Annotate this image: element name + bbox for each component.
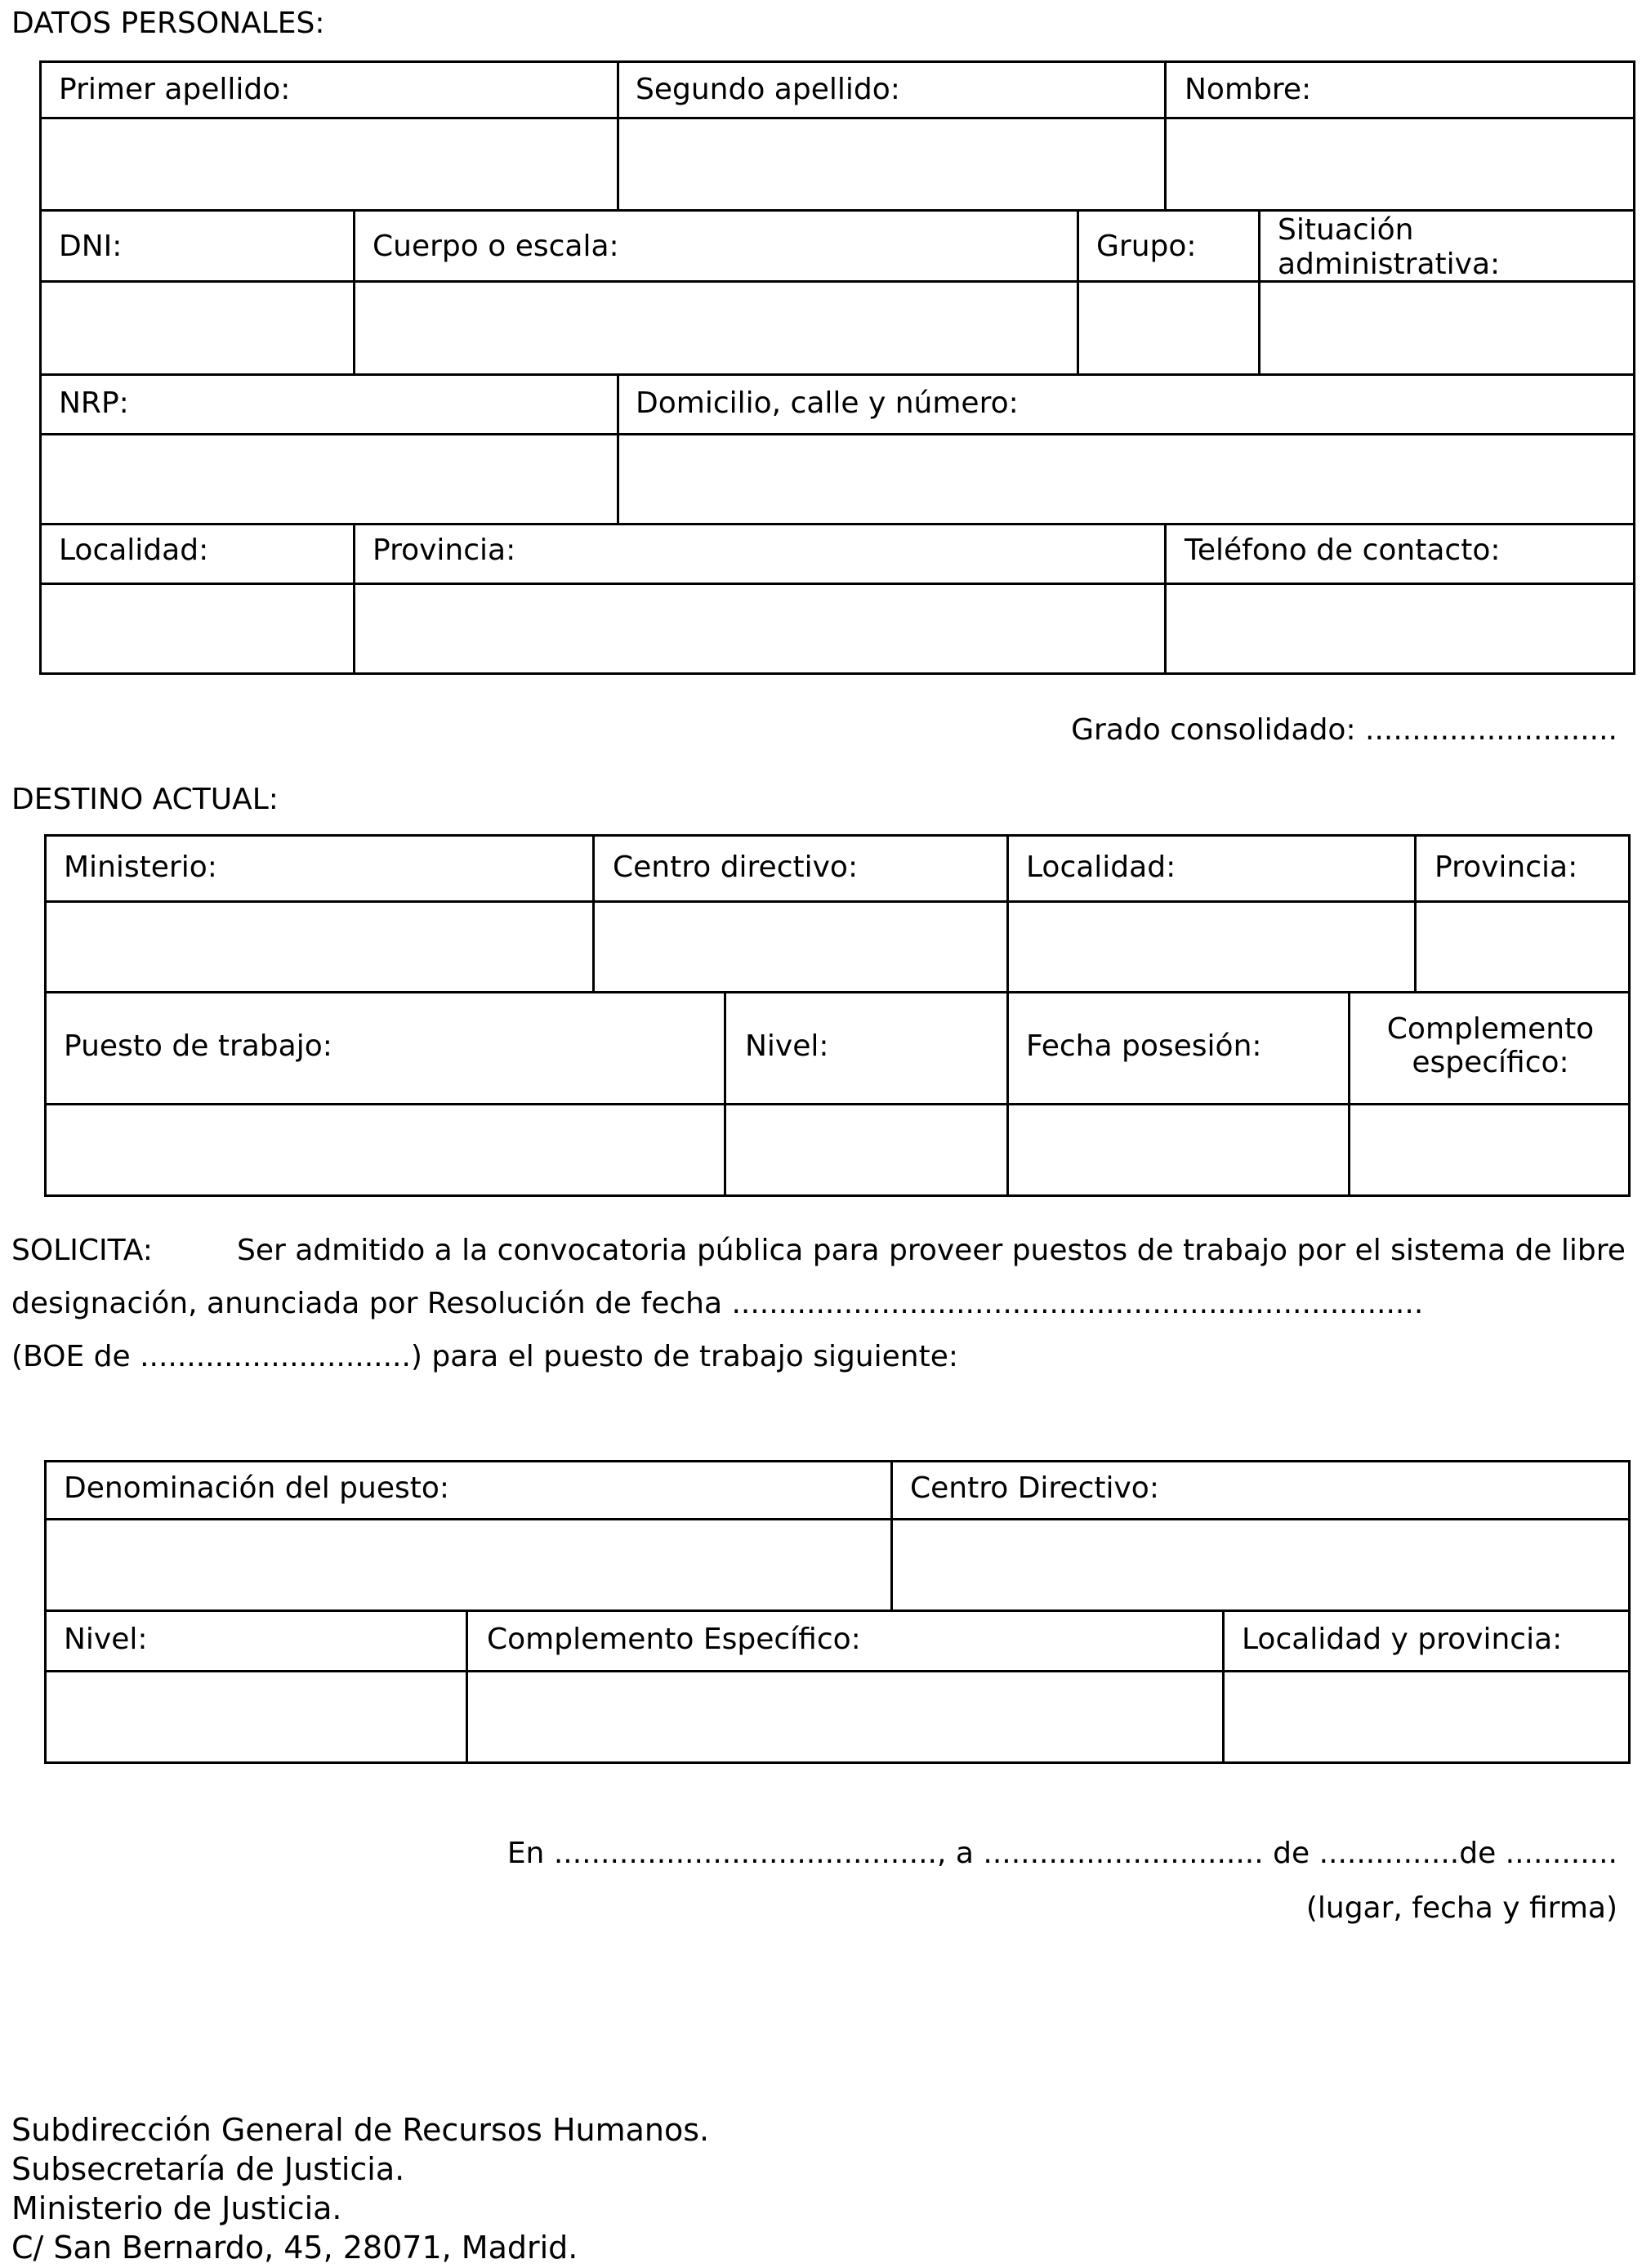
label-localidad: Localidad: [1026, 850, 1176, 884]
label-cuerpo-escala: Cuerpo o escala: [373, 230, 619, 263]
label-primer-apellido: Primer apellido: [59, 73, 291, 106]
label-segundo-apellido: Segundo apellido: [636, 73, 900, 106]
label-situacion-1: Situación [1278, 213, 1414, 247]
destinatario-line2: Subsecretaría de Justicia. [11, 2151, 405, 2187]
firma-note: (lugar, fecha y firma) [1305, 1891, 1617, 1925]
destinatario-line4: C/ San Bernardo, 45, 28071, Madrid. [11, 2230, 578, 2266]
table-border [44, 1460, 1631, 1764]
label-situacion-2: administrativa: [1278, 248, 1501, 281]
solicita-label: SOLICITA: [11, 1234, 153, 1267]
label-centro-directivo-solicitado: Centro Directivo: [910, 1471, 1159, 1505]
label-puesto-trabajo: Puesto de trabajo: [64, 1029, 332, 1063]
label-nombre: Nombre: [1185, 73, 1312, 106]
label-provincia: Provincia: [373, 534, 516, 567]
label-fecha-posesion: Fecha posesión: [1026, 1029, 1262, 1063]
label-localidad: Localidad: [59, 534, 209, 567]
label-provincia: Provincia: [1435, 850, 1578, 884]
label-complemento-2: específico: [1412, 1046, 1569, 1079]
section-heading-destino-actual: DESTINO ACTUAL: [11, 783, 279, 816]
destinatario-line1: Subdirección General de Recursos Humanos. [11, 2112, 710, 2148]
label-ministerio: Ministerio: [64, 850, 217, 884]
section-heading-datos-personales: DATOS PERSONALES: [11, 7, 325, 40]
label-denominacion-puesto: Denominación del puesto: [64, 1471, 450, 1505]
firma-line: En ........................................., a .............................. de ...............de ............ [506, 1837, 1617, 1870]
label-localidad-provincia: Localidad y provincia: [1242, 1623, 1563, 1656]
label-nivel: Nivel: [745, 1029, 829, 1063]
label-nrp: NRP: [59, 386, 129, 420]
label-nivel-solicitado: Nivel: [64, 1623, 148, 1656]
solicita-text-line3: (BOE de .............................) para el puesto de trabajo siguiente: [11, 1340, 958, 1373]
label-telefono: Teléfono de contacto: [1185, 534, 1501, 567]
label-domicilio: Domicilio, calle y número: [636, 386, 1019, 420]
destinatario-line3: Ministerio de Justicia. [11, 2190, 342, 2226]
label-complemento-especifico: Complemento Específico: [487, 1623, 861, 1656]
label-grupo: Grupo: [1096, 230, 1197, 263]
label-dni: DNI: [59, 230, 123, 263]
label-complemento-1: Complemento [1386, 1012, 1595, 1046]
label-centro-directivo: Centro directivo: [613, 850, 859, 884]
solicita-text-line1: Ser admitido a la convocatoria pública para proveer puestos de trabajo por el sistema de libre [237, 1234, 1626, 1267]
grado-consolidado: Grado consolidado: ........................... [1071, 713, 1617, 747]
solicita-text-line2: designación, anunciada por Resolución de fecha .......................................................................... [11, 1287, 1424, 1320]
